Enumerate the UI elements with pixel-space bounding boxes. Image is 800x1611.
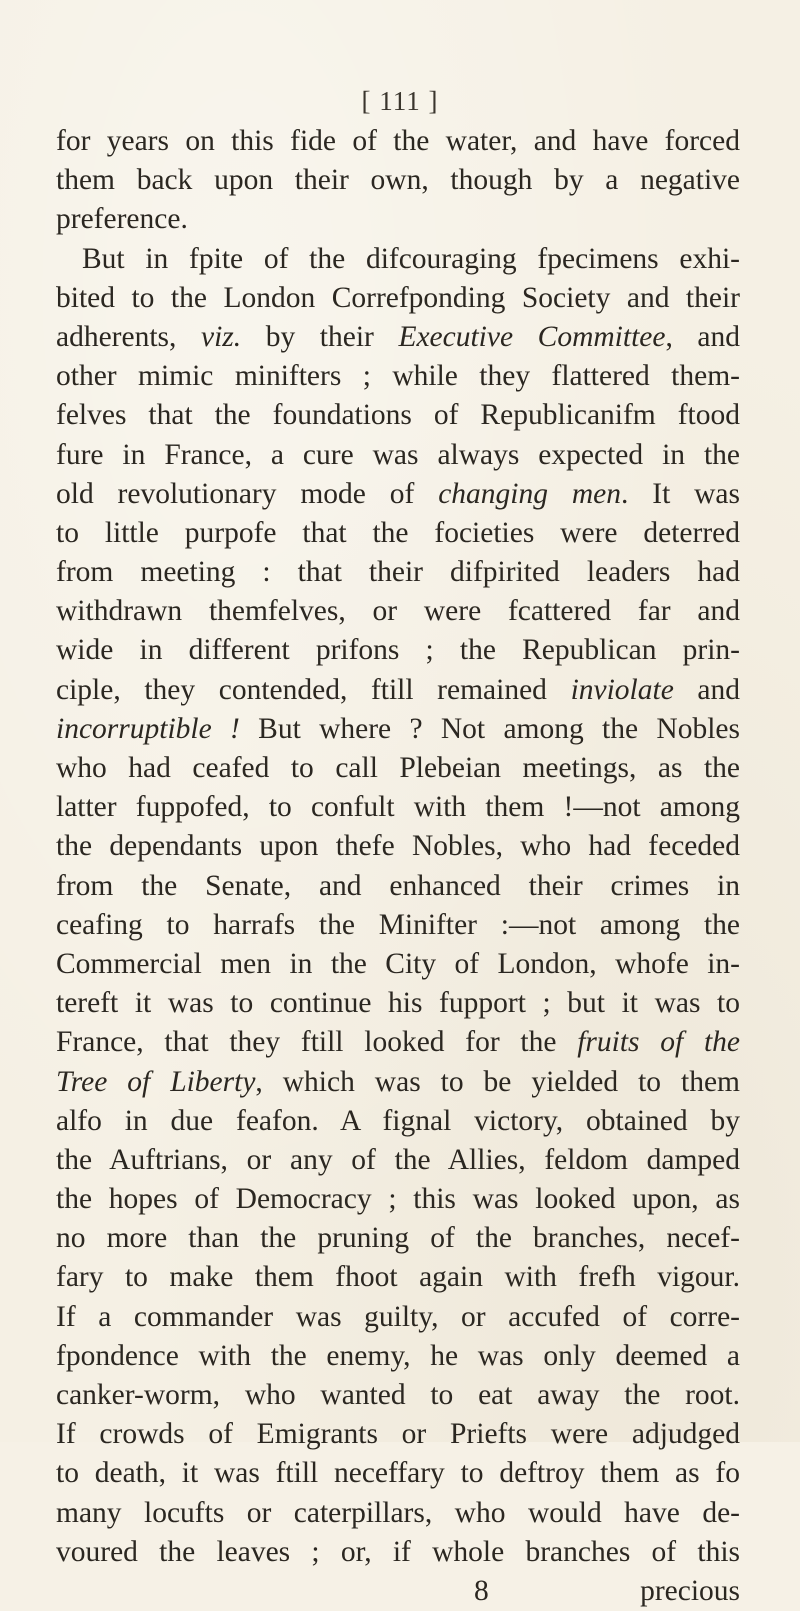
signature-mark: 8	[474, 1574, 489, 1607]
text-line: the dependants upon thefe Nobles, who had feceded	[56, 830, 740, 863]
text-line: fary to make them fhoot again with frefh vigour.	[56, 1261, 740, 1294]
text-line: withdrawn themfelves, or were fcattered far and	[56, 595, 740, 628]
italic-fragment: changing men	[438, 477, 621, 510]
text-line: felves that the foundations of Republicanifm ftood	[56, 399, 740, 432]
text-line: fure in France, a cure was always expected in the	[56, 438, 740, 471]
text-line: If a commander was guilty, or accufed of corre-	[56, 1300, 740, 1333]
text-line: them back upon their own, though by a negative	[56, 164, 740, 197]
text-line: voured the leaves ; or, if whole branches of this	[56, 1535, 740, 1568]
text-line: from the Senate, and enhanced their crimes in	[56, 869, 740, 902]
catchword: precious	[640, 1574, 740, 1607]
text-line: If crowds of Emigrants or Priefts were adjudged	[56, 1418, 740, 1451]
text-line: other mimic minifters ; while they flattered them-	[56, 360, 740, 393]
text-line: the Auftrians, or any of the Allies, feldom damped	[56, 1143, 740, 1176]
text-line: who had ceafed to call Plebeian meetings, as the	[56, 752, 740, 784]
text-line: But in fpite of the difcouraging fpecimens exhi-	[82, 242, 740, 275]
text-line: latter fuppofed, to confult with them !—not among	[56, 791, 740, 824]
text-fragment: France, that they ftill looked for the	[56, 1026, 578, 1059]
text-line: wide in different prifons ; the Republican prin-	[56, 634, 740, 667]
text-line: to death, it was ftill neceffary to deftroy them as fo	[56, 1457, 740, 1490]
text-fragment: But where ? Not among the Nobles	[239, 712, 740, 745]
text-fragment: by their	[241, 320, 399, 353]
text-line-rich	[56, 318, 740, 357]
page-number-header: [ 111 ]	[361, 86, 439, 116]
catchword-line	[56, 1572, 740, 1611]
text-fragment: , which was to be yielded to them	[255, 1065, 740, 1098]
text-line: tereft it was to continue his fupport ; but it was to	[56, 987, 740, 1020]
body-text	[56, 122, 740, 1611]
text-fragment: and	[673, 673, 741, 706]
text-line-rich	[56, 710, 740, 749]
text-line: alfo in due feafon. A fignal victory, obtained by	[56, 1104, 740, 1137]
text-line: preference.	[56, 203, 188, 236]
text-line-rich	[56, 671, 740, 710]
text-line: many locufts or caterpillars, who would have de-	[56, 1496, 740, 1529]
text-line-rich	[56, 475, 740, 514]
text-line: for years on this fide of the water, and have forced	[56, 125, 740, 157]
text-line: from meeting : that their difpirited leaders had	[56, 556, 740, 589]
text-fragment: old revolutionary mode of	[56, 477, 439, 510]
text-line: the hopes of Democracy ; this was looked upon, as	[56, 1183, 740, 1216]
text-line: canker-worm, who wanted to eat away the root.	[56, 1379, 740, 1411]
text-line: ceafing to harrafs the Minifter :—not among the	[56, 908, 740, 941]
italic-fragment: viz.	[200, 320, 242, 353]
italic-fragment: inviolate	[570, 673, 674, 706]
italic-fragment: Executive Committee	[398, 320, 666, 353]
text-line: no more than the pruning of the branches, necef-	[56, 1222, 740, 1255]
text-line: Commercial men in the City of London, whofe in-	[56, 947, 740, 980]
text-fragment: ciple, they contended, ftill remained	[56, 673, 571, 706]
text-line-rich	[56, 1063, 740, 1102]
text-line: fpondence with the enemy, he was only deemed a	[56, 1339, 740, 1372]
text-line: to little purpofe that the focieties were deterred	[56, 516, 740, 549]
text-fragment: . It was	[621, 477, 741, 510]
italic-fragment: incorruptible !	[56, 712, 240, 745]
text-fragment: adherents,	[56, 320, 201, 353]
italic-fragment: Tree of Liberty	[56, 1065, 256, 1098]
text-fragment: , and	[665, 320, 740, 353]
italic-fragment: fruits of the	[577, 1026, 740, 1059]
text-line: bited to the London Correfponding Society and their	[56, 281, 740, 314]
text-line-rich	[56, 1023, 740, 1062]
